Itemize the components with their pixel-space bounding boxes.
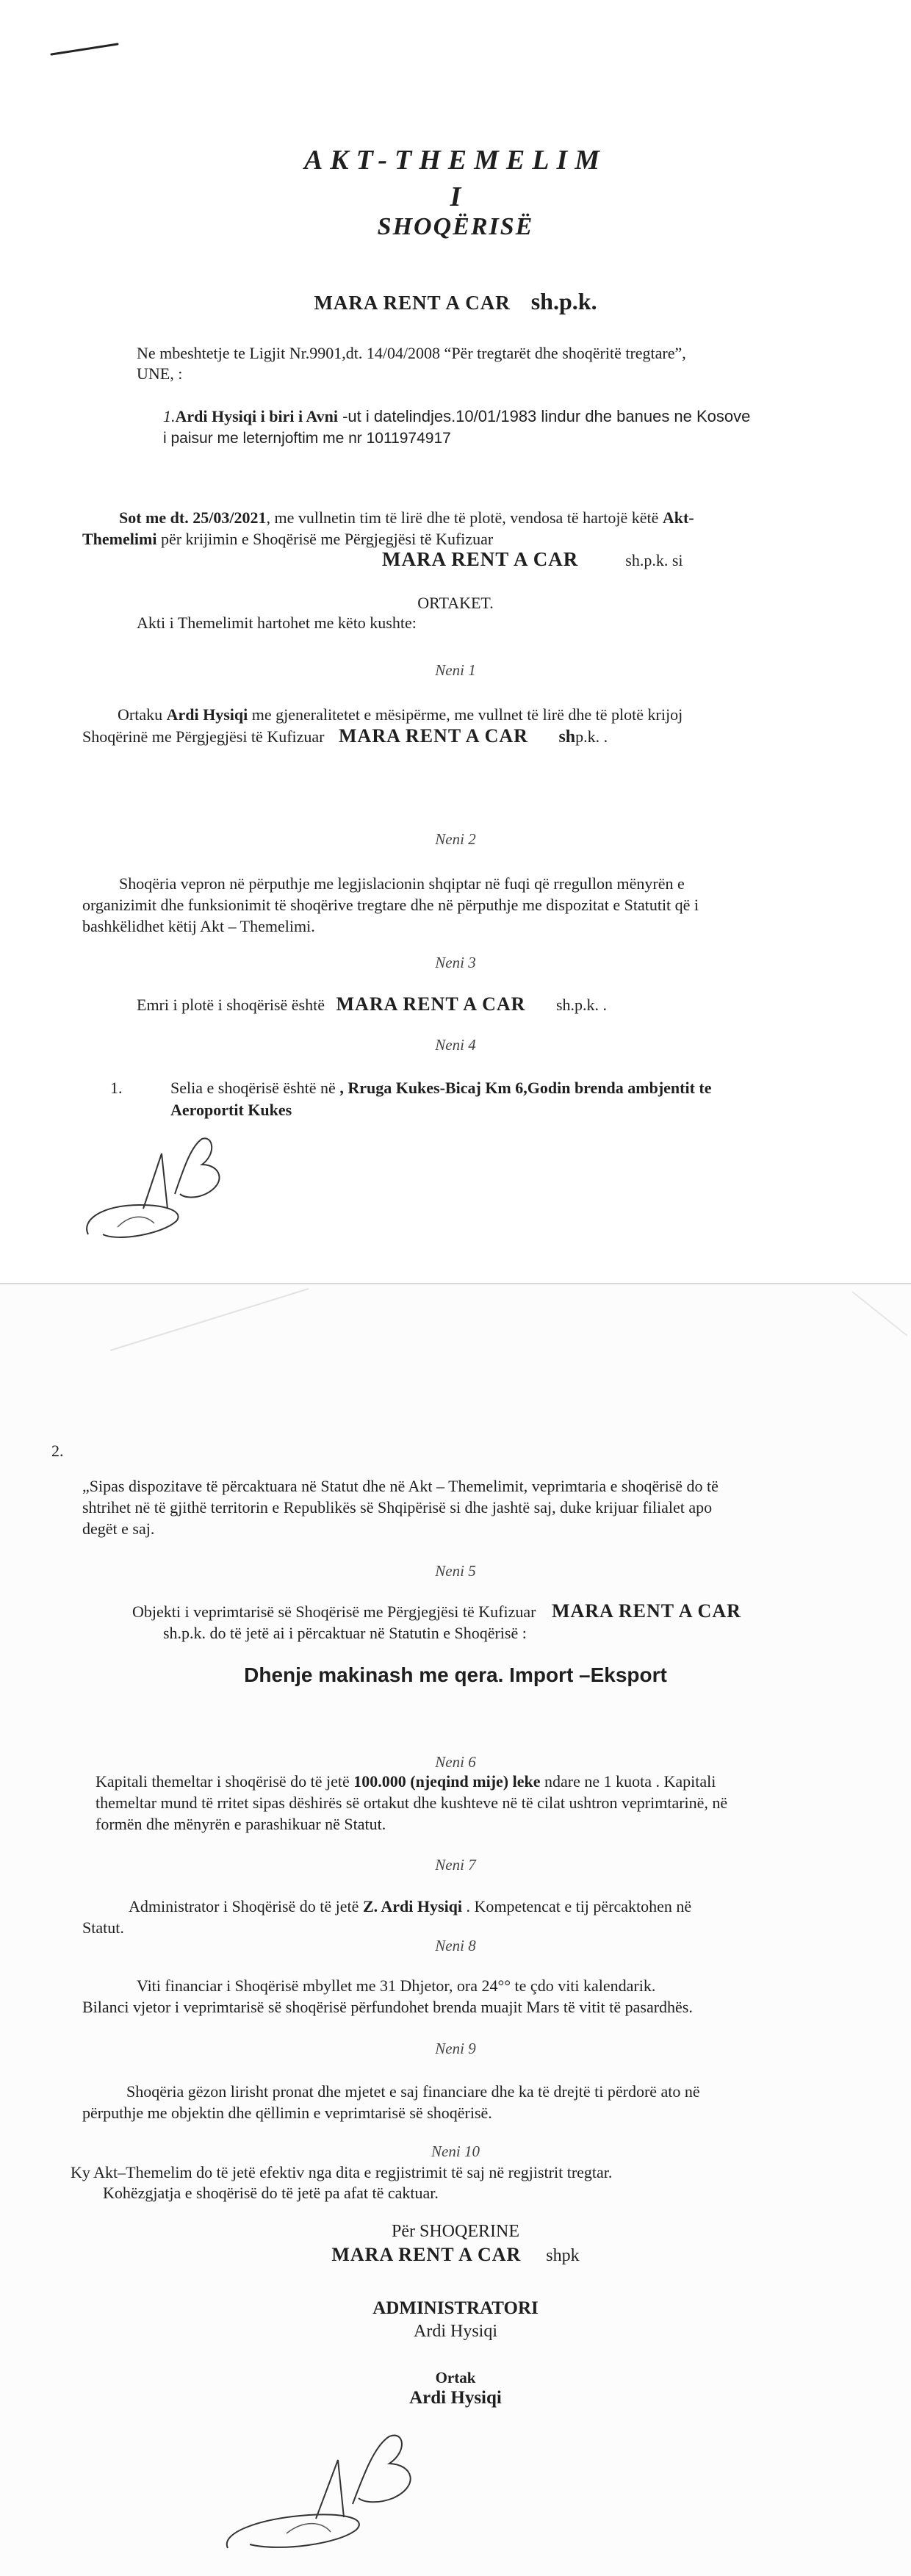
neni-4-line1: Selia e shoqërisë është në , Rruga Kukes-Bicaj Km 6,Godin brenda ambjentit te [170, 1079, 712, 1097]
neni-5-label: Neni 5 [435, 1562, 476, 1580]
document-title-line1: AKT-THEMELIM [303, 145, 608, 176]
admin-name: Ardi Hysiqi [414, 2322, 497, 2341]
neni-5-line2: sh.p.k. do të jetë ai i përcaktuar në Statutin e Shoqërisë : [163, 1624, 527, 1642]
ortak-title: Ortak [435, 2369, 476, 2386]
intro-line1: Ne mbeshtetje te Ligjit Nr.9901,dt. 14/04/2008 “Për tregtarët dhe shoqëritë tregtare”, [137, 344, 686, 362]
page-2 [0, 1284, 911, 2576]
neni-7-line1: Administrator i Shoqërisë do të jetë Z. Ardi Hysiqi . Kompetencat e tij përcaktohen në [129, 1897, 692, 1915]
ortak-name: Ardi Hysiqi [409, 2388, 502, 2408]
neni-6-label: Neni 6 [435, 1753, 476, 1771]
neni-4-line2: Aeroportit Kukes [170, 1101, 292, 1119]
signature-2-icon [220, 2416, 455, 2563]
neni-2-label: Neni 2 [435, 830, 476, 848]
decision-paragraph: Sot me dt. 25/03/2021, me vullnetin tim të lirë dhe të plotë, vendosa të hartojë këtë Akt- [119, 508, 694, 527]
neni-8-label: Neni 8 [435, 1937, 476, 1954]
decision-line2: Themelimi për krijimin e Shoqërisë me Përgjegjësi të Kufizuar [82, 530, 494, 548]
intro-line2: UNE, : [137, 364, 183, 383]
decision-company: MARA RENT A CAR sh.p.k. si [382, 548, 683, 570]
neni-10-line1: Ky Akt–Themelim do të jetë efektiv nga dita e regjistrimit të saj në regjistrit tregtar. [71, 2163, 613, 2181]
neni-4-cont-line1: „Sipas dispozitave të përcaktuara në Statut dhe në Akt – Themelimit, veprimtaria e shoqërisë do të [82, 1477, 719, 1495]
neni-7-label: Neni 7 [435, 1856, 476, 1874]
neni-9-line1: Shoqëria gëzon lirisht pronat dhe mjetet e saj financiare dhe ka të drejtë ti përdorë ato në [126, 2082, 700, 2101]
neni-2-line3: bashkëlidhet këtij Akt – Themelimi. [82, 917, 315, 935]
neni-3-label: Neni 3 [435, 954, 476, 971]
signature-1-icon [73, 1124, 250, 1256]
neni-6-line1: Kapitali themeltar i shoqërisë do të jetë 100.000 (njeqind mije) leke ndare ne 1 kuota . Kapitali [96, 1772, 716, 1791]
neni-4-number: 1. [110, 1079, 123, 1097]
neni-9-line2: përputhje me objektin dhe qëllimin e veprimtarisë së shoqërisë. [82, 2104, 492, 2122]
page-1 [0, 0, 911, 1284]
neni-9-label: Neni 9 [435, 2040, 476, 2057]
ortaket-heading: ORTAKET. [417, 594, 494, 612]
closing-company: MARA RENT A CAR shpk [331, 2244, 580, 2265]
neni-10-label: Neni 10 [431, 2143, 480, 2160]
closing-per: Për SHOQERINE [392, 2222, 519, 2241]
admin-title: ADMINISTRATORI [372, 2298, 539, 2318]
page-number: 2. [51, 1442, 64, 1460]
neni-1-line1: Ortaku Ardi Hysiqi me gjeneralitetet e mësipërme, me vullnet të lirë dhe të plotë krijoj [118, 705, 683, 724]
pen-mark-icon [44, 38, 125, 60]
neni-1-line2: Shoqërinë me Përgjegjësi të Kufizuar MARA RENT A CAR shp.k. . [82, 725, 608, 746]
neni-7-line2: Statut. [82, 1918, 124, 1937]
neni-2-line1: Shoqëria vepron në përputhje me legjislacionin shqiptar në fuqi që rregullon mënyrën e [119, 874, 685, 893]
document-title-line2: I [450, 181, 461, 212]
neni-4-cont-line2: shtrihet në të gjithë territorin e Republikës së Shqipërisë si dhe jashtë saj, duke krijuar filialet apo [82, 1498, 713, 1517]
neni-8-line2: Bilanci vjetor i veprimtarisë së shoqërisë përfundohet brenda muajit Mars të vitit të pasardhës. [82, 1998, 693, 2016]
neni-2-line2: organizimit dhe funksionimit të shoqërive tregtare dhe në përputhje me dispozitat e Statutit që i [82, 896, 699, 914]
paper-fold-icon [0, 1284, 911, 1358]
neni-10-line2: Kohëzgjatja e shoqërisë do të jetë pa afat të caktuar. [103, 2184, 439, 2202]
neni-8-line1: Viti financiar i Shoqërisë mbyllet me 31 Dhjetor, ora 24°° te çdo viti kalendarik. [137, 1976, 656, 1995]
ortaket-line: Akti i Themelimit hartohet me këto kushte: [137, 614, 417, 632]
neni-4-cont-line3: degët e saj. [82, 1519, 155, 1538]
founder-line2: i paisur me leternjoftim me nr 1011974917 [163, 430, 451, 447]
neni-1-label: Neni 1 [435, 661, 476, 679]
founder-line1: 1.Ardi Hysiqi i biri i Avni -ut i datelindjes.10/01/1983 lindur dhe banues ne Kosove [163, 407, 751, 425]
header-company: MARA RENT A CAR sh.p.k. [314, 288, 597, 314]
business-object: Dhenje makinash me qera. Import –Eksport [244, 1663, 667, 1686]
neni-4-label: Neni 4 [435, 1036, 476, 1054]
document-title-line3: SHOQËRISË [377, 213, 534, 240]
neni-6-line2: themeltar mund të rritet sipas dëshirës së ortakut dhe kushteve në të cilat ushtron veprimtarinë, në [96, 1794, 728, 1812]
neni-5-line1: Objekti i veprimtarisë së Shoqërisë me Përgjegjësi të Kufizuar MARA RENT A CAR [132, 1600, 741, 1622]
neni-6-line3: formën dhe mënyrën e parashikuar në Statut. [96, 1815, 386, 1833]
neni-3-line: Emri i plotë i shoqërisë është MARA RENT A CAR sh.p.k. . [137, 993, 607, 1015]
